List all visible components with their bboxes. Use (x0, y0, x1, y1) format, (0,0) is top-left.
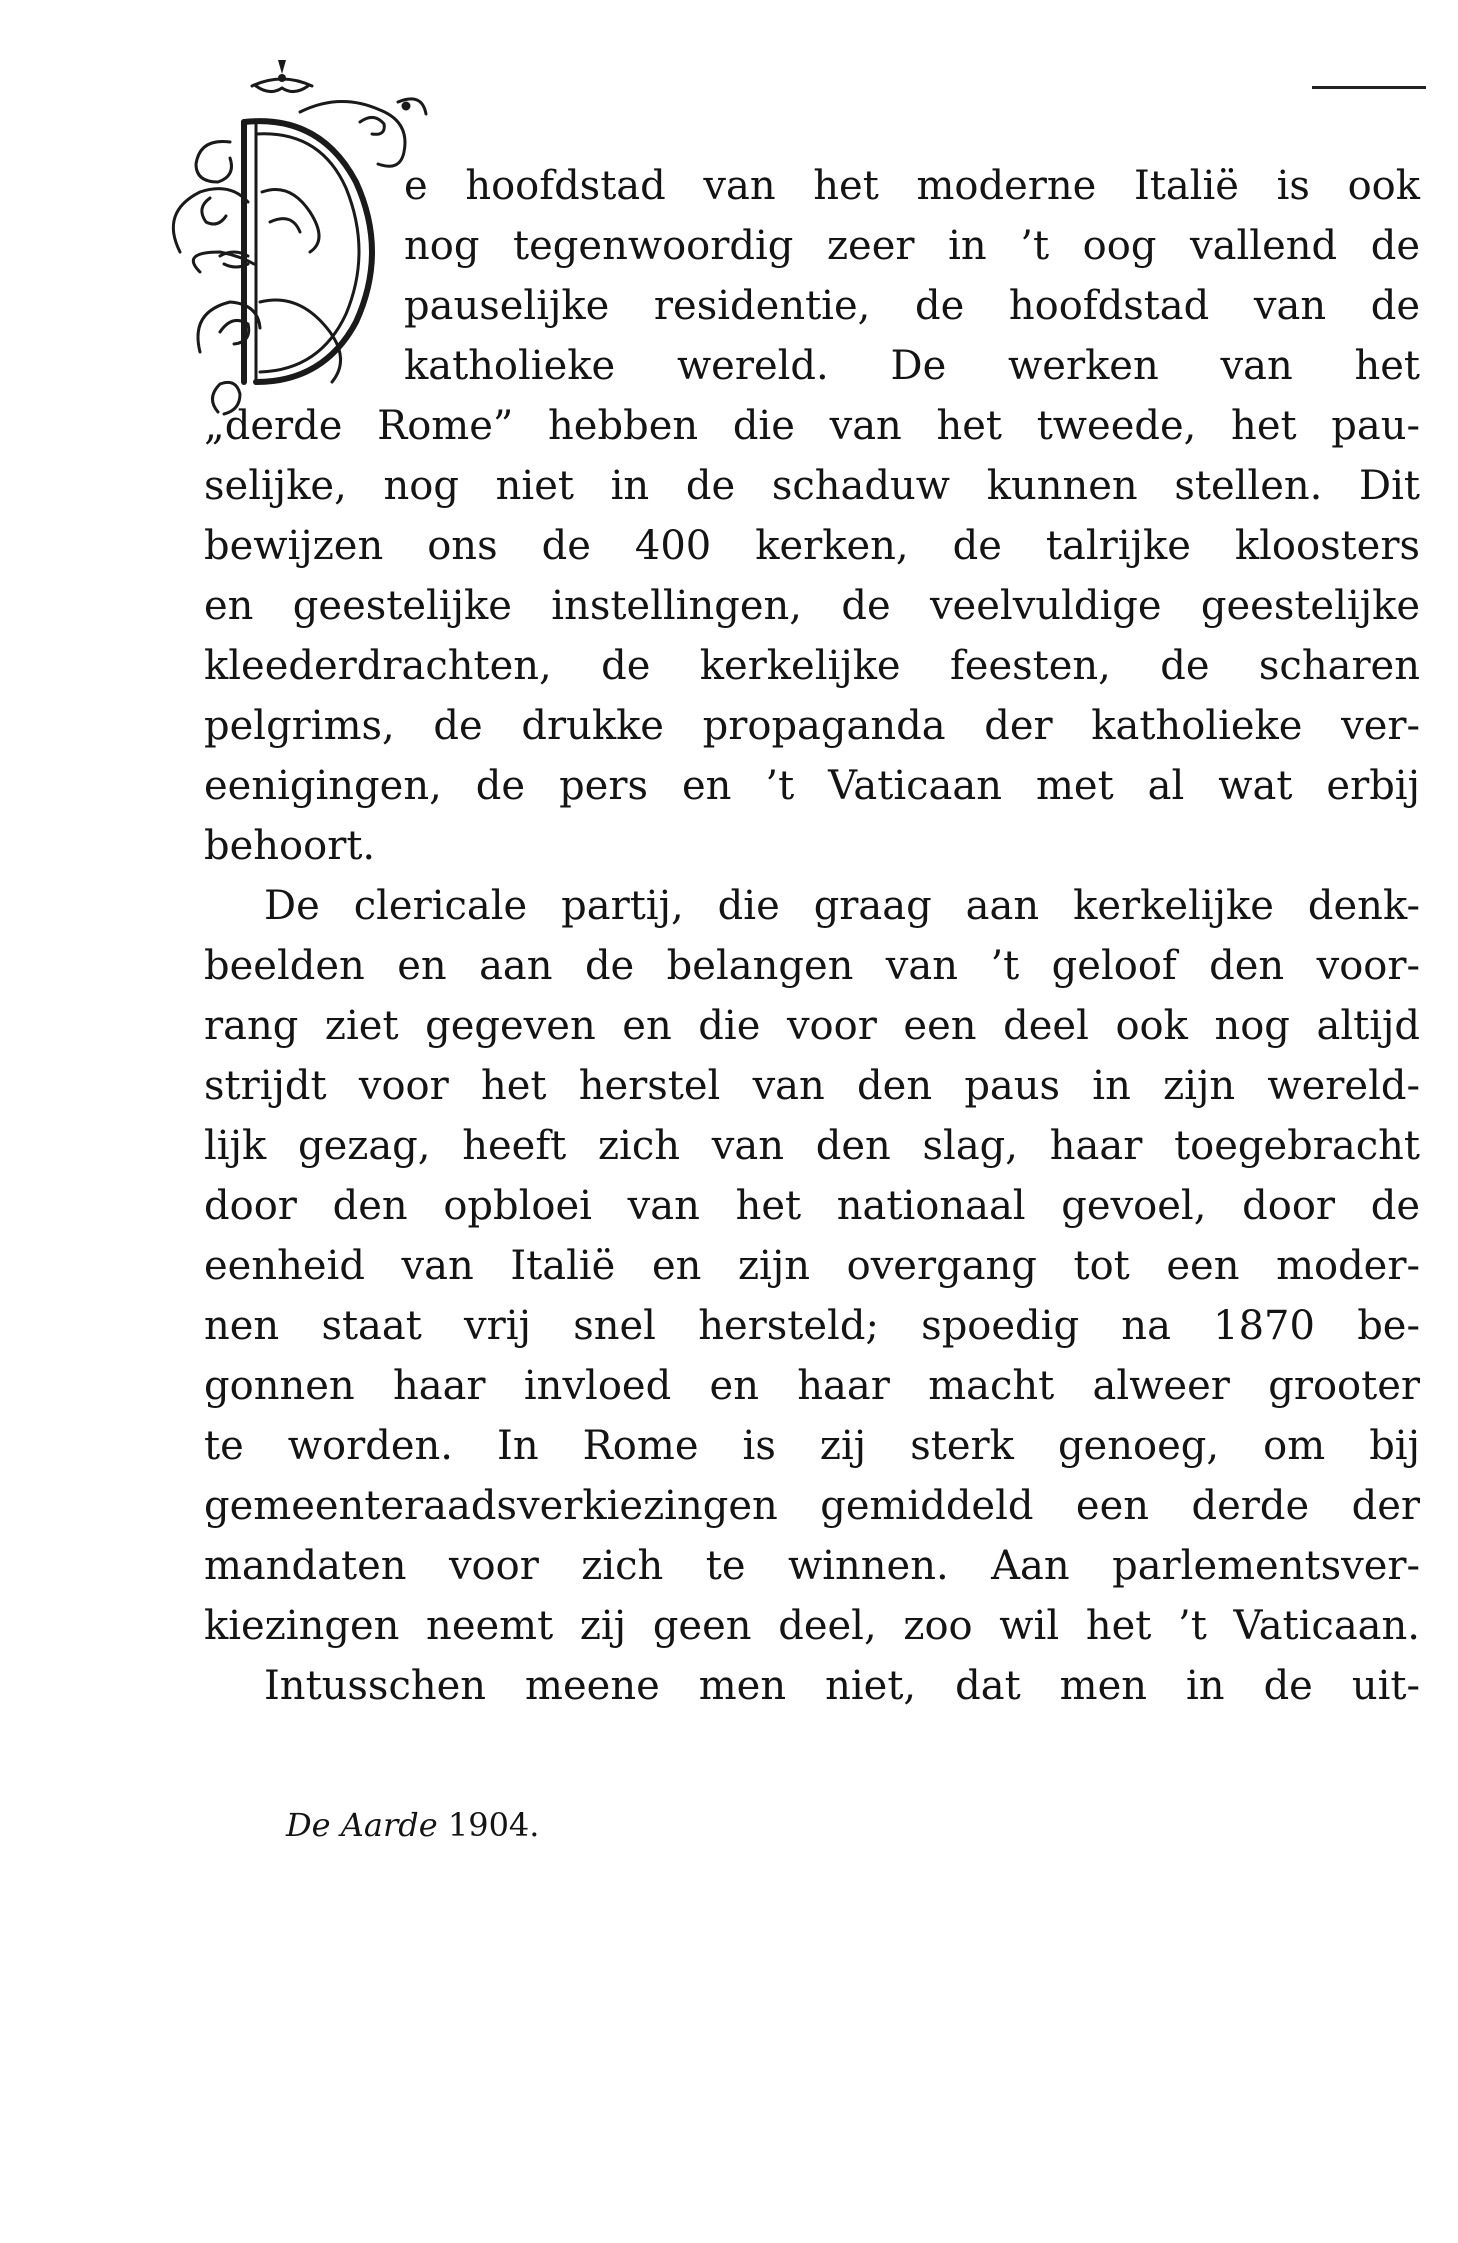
text-line: kiezingen neemt zij geen deel, zoo wil het ’t Vaticaan. (204, 1603, 1420, 1649)
journal-title: De Aarde (286, 1806, 438, 1844)
text-line: nog tegenwoordig zeer in ’t oog vallend de (404, 223, 1420, 269)
text-line: e hoofdstad van het moderne Italië is ook (404, 163, 1420, 209)
text-line: „derde Rome” hebben die van het tweede, het pau- (204, 403, 1420, 449)
text-line: lijk gezag, heeft zich van den slag, haar toegebracht (204, 1123, 1420, 1169)
text-line: eenigingen, de pers en ’t Vaticaan met al wat erbij (204, 763, 1420, 809)
header-rule (1312, 86, 1426, 89)
text-line: door den opbloei van het nationaal gevoel, door de (204, 1183, 1420, 1229)
journal-year: 1904. (447, 1806, 540, 1844)
text-line: eenheid van Italië en zijn overgang tot een moder- (204, 1243, 1420, 1289)
text-line: pelgrims, de drukke propaganda der katholieke ver- (204, 703, 1420, 749)
text-line: kleederdrachten, de kerkelijke feesten, de scharen (204, 643, 1420, 689)
text-line: Intusschen meene men niet, dat men in de uit- (264, 1663, 1420, 1709)
text-line: katholieke wereld. De werken van het (404, 343, 1420, 389)
text-line: en geestelijke instellingen, de veelvuldige geestelijke (204, 583, 1420, 629)
text-line: rang ziet gegeven en die voor een deel ook nog altijd (204, 1003, 1420, 1049)
text-line: De clericale partij, die graag aan kerkelijke denk- (264, 883, 1420, 929)
text-line: mandaten voor zich te winnen. Aan parlementsver- (204, 1543, 1420, 1589)
text-line: beelden en aan de belangen van ’t geloof den voor- (204, 943, 1420, 989)
text-line: te worden. In Rome is zij sterk genoeg, om bij (204, 1423, 1420, 1469)
text-line: bewijzen ons de 400 kerken, de talrijke kloosters (204, 523, 1420, 569)
text-line: gonnen haar invloed en haar macht alweer grooter (204, 1363, 1420, 1409)
text-line: nen staat vrij snel hersteld; spoedig na 1870 be- (204, 1303, 1420, 1349)
text-line: pauselijke residentie, de hoofdstad van de (404, 283, 1420, 329)
text-line: selijke, nog niet in de schaduw kunnen stellen. Dit (204, 463, 1420, 509)
source-footer (286, 1800, 539, 1850)
text-line: strijdt voor het herstel van den paus in zijn wereld- (204, 1063, 1420, 1109)
text-line: behoort. (204, 823, 376, 869)
text-line: gemeenteraadsverkiezingen gemiddeld een derde der (204, 1483, 1420, 1529)
